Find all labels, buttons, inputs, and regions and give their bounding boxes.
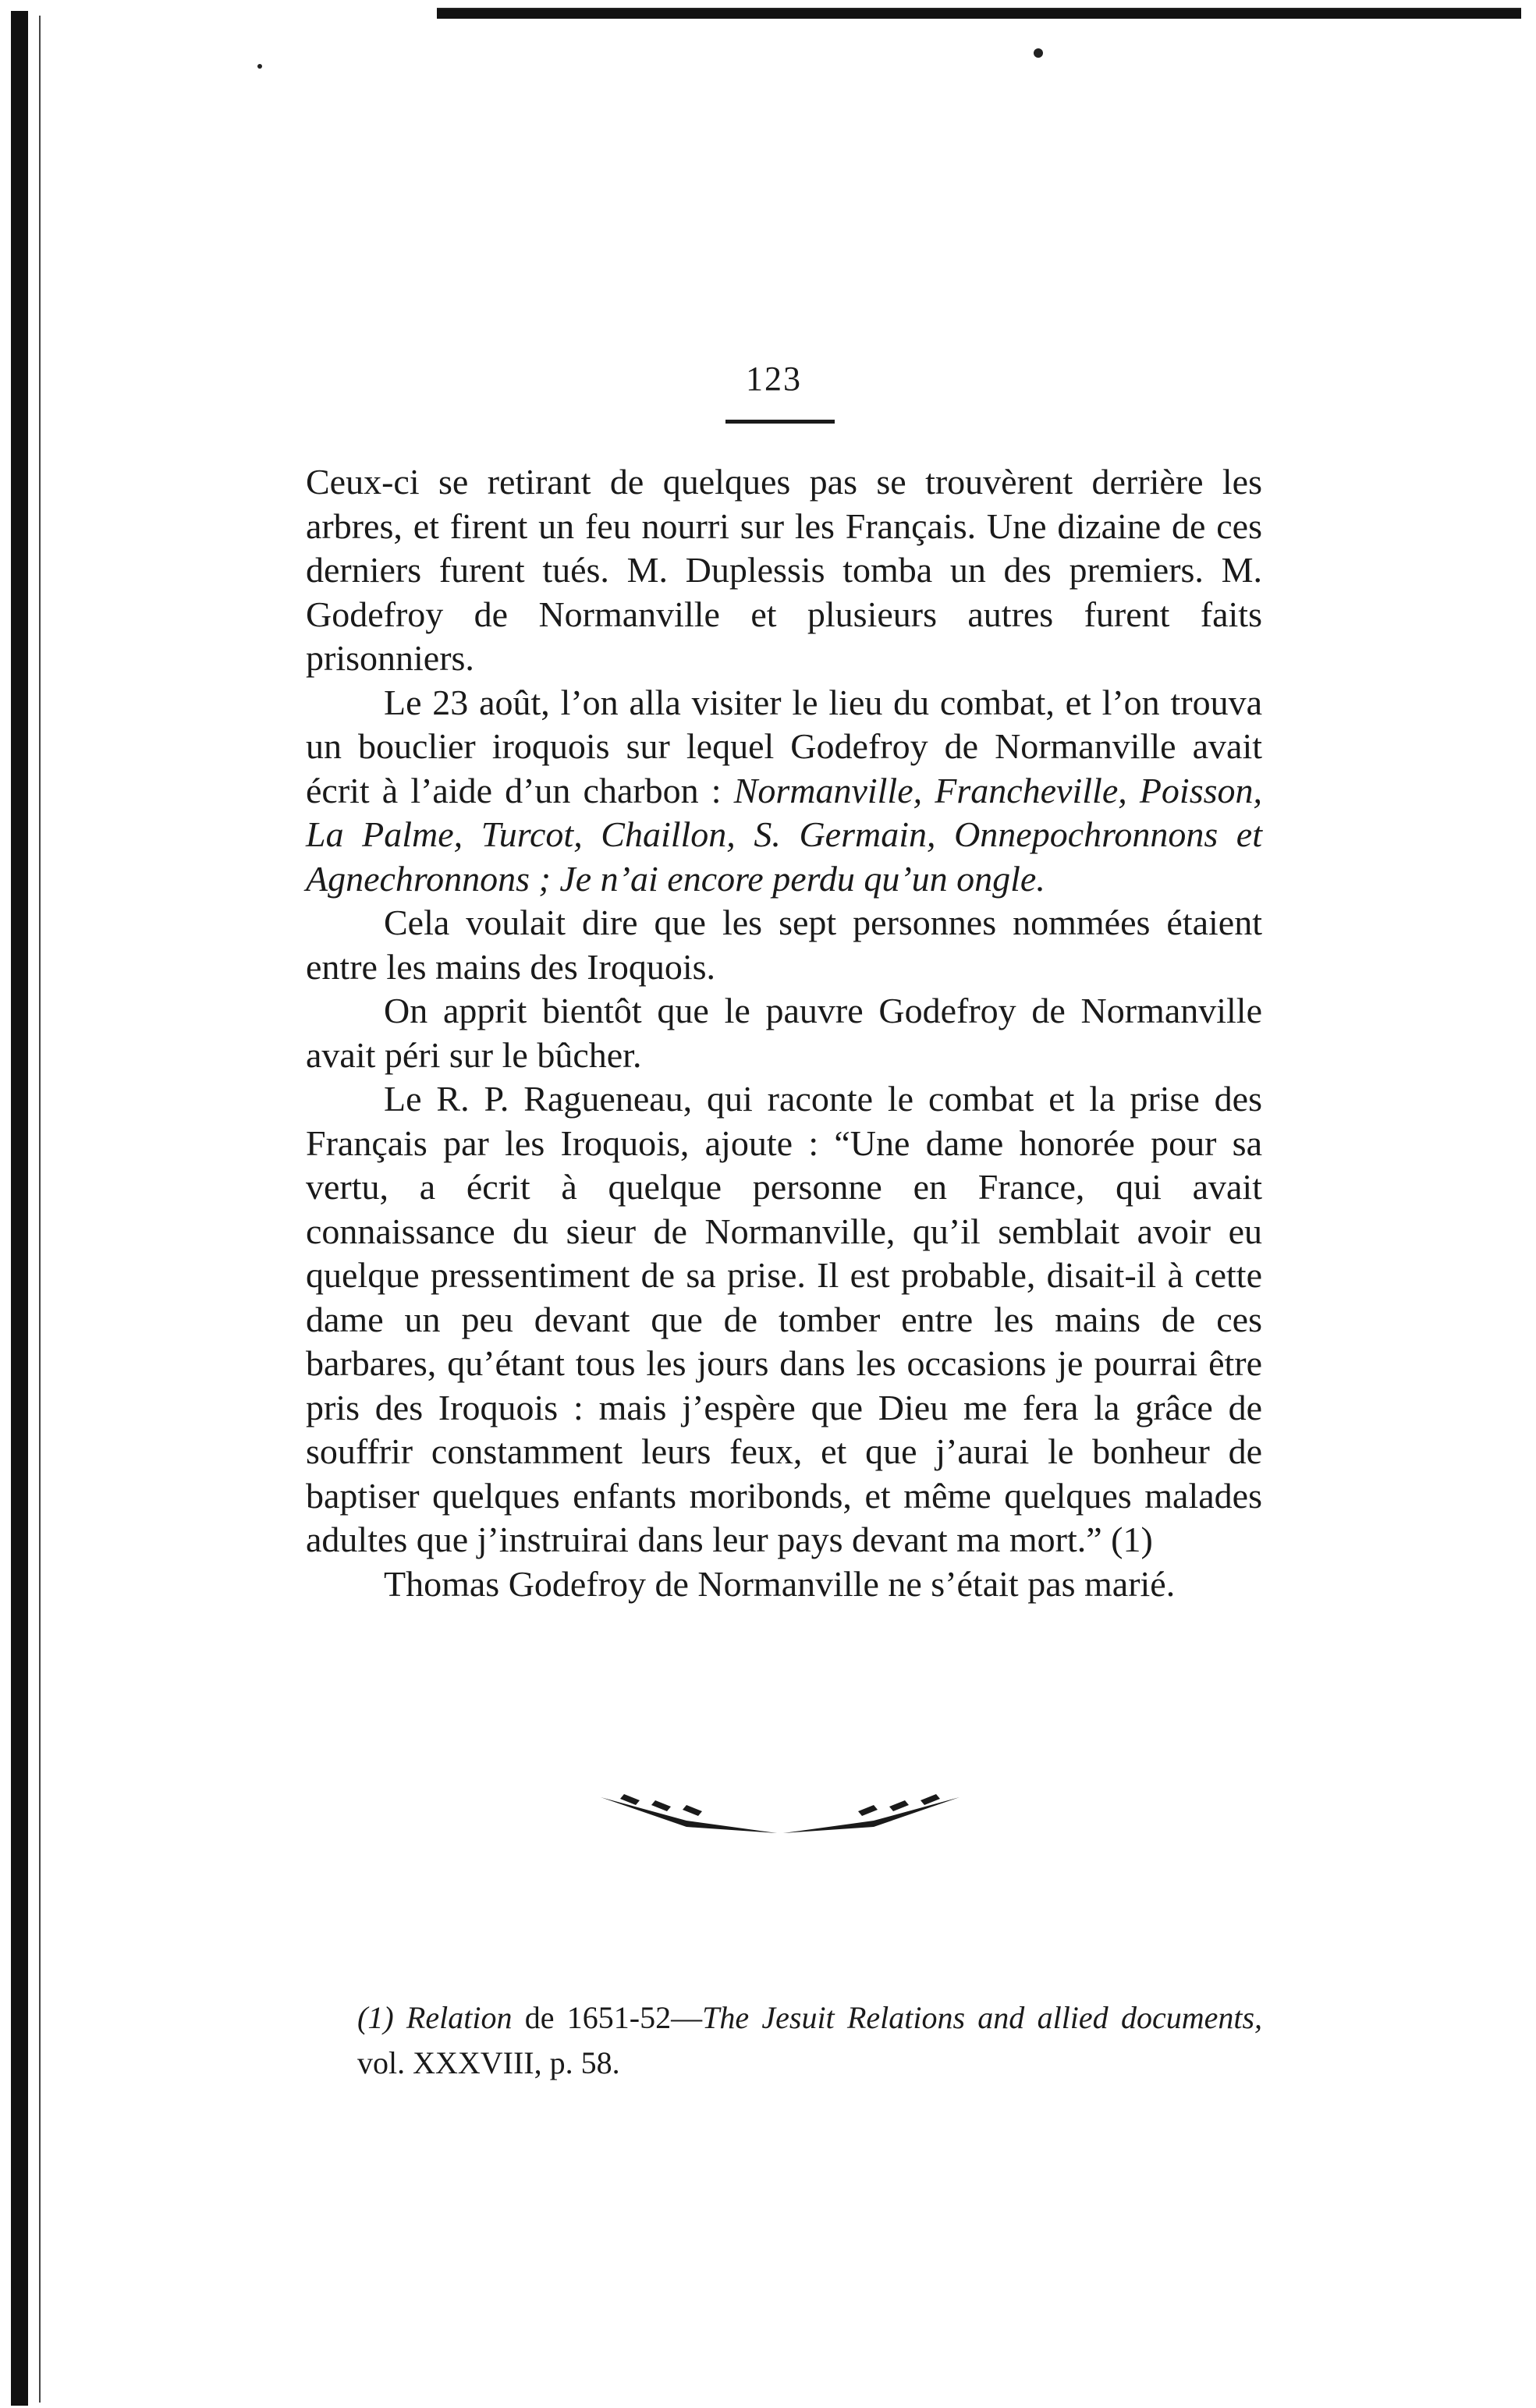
paragraph-2 [306, 681, 1262, 902]
paragraph-5: Le R. P. Ragueneau, qui raconte le combat et la prise des Français par les Iroquois, ajoute : “Une dame honorée pour sa vertu, a écrit à quelque personne en France, qui avait connaissance du sieur de Normanville, qu’il semblait avoir eu quelque pressentiment de sa prise. Il est probable, disait-il à cette dame un peu devant que de tomber entre les mains de ces barbares, qu’étant tous les jours dans les occasions je pourrai être pris des Iroquois : mais j’espère que Dieu me fera la grâce de souffrir constamment leurs feux, et que j’aurai le bonheur de baptiser quelques enfants moribonds, et même quelques malades adultes que j’instruirai dans leur pays devant ma mort.” (1) [306, 1079, 1262, 1559]
footnote-years: de 1651-52— [524, 2000, 703, 2035]
paragraph-6: Thomas Godefroy de Normanville ne s’était pas marié. [384, 1563, 1176, 1604]
paragraph-4: On apprit bientôt que le pauvre Godefroy de Normanville avait péri sur le bûcher. [306, 991, 1262, 1075]
paragraph-2-intro: Le 23 août, l’on alla visiter le lieu du combat, et l’on trouva un bouclier iroquois sur lequel Godefroy de Normanville avait écrit à l’aide d’un charbon : [306, 682, 1262, 810]
left-border-line [39, 16, 41, 2403]
paragraph-2-names: Normanville, Francheville, Poisson, La Palme, Turcot, Chaillon, S. Germain, Onnepochronnons et Agnechronnons ; Je n’ai encore perdu qu’un ongle. [306, 770, 1263, 899]
body-text [306, 460, 1262, 1606]
footnote-marker: (1) [357, 2000, 394, 2035]
footnote [357, 1995, 1262, 2086]
page-number-rule [725, 420, 835, 424]
top-border-bar [437, 9, 1521, 19]
footnote-title: The Jesuit Relations and allied documents, [702, 2000, 1263, 2035]
scan-speck [257, 64, 262, 69]
footnote-relation: Relation [406, 2000, 513, 2035]
decorative-ornament [593, 1786, 967, 1841]
paragraph-3: Cela voulait dire que les sept personnes nommées étaient entre les mains des Iroquois. [306, 903, 1262, 987]
scan-speck [1034, 48, 1043, 58]
footnote-volume: vol. XXXVIII, p. 58. [357, 2045, 620, 2080]
page-number: 123 [746, 360, 802, 398]
left-border-bar [11, 11, 28, 2406]
paragraph-1: Ceux-ci se retirant de quelques pas se trouvèrent derrière les arbres, et firent un feu nourri sur les Français. Une dizaine de ces derniers furent tués. M. Duplessis tomba un des premiers. M. Godefroy de Normanville et plusieurs autres furent faits prisonniers. [306, 462, 1262, 678]
